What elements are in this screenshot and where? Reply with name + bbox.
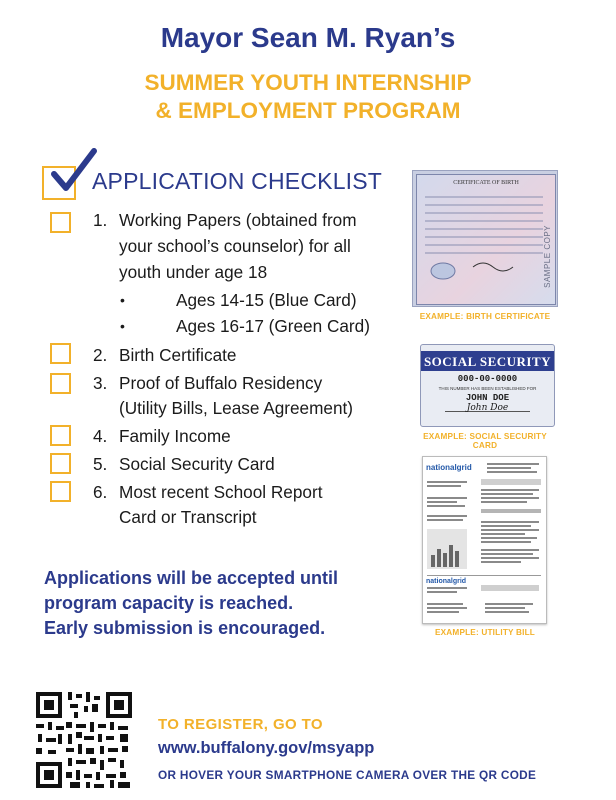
qr-code[interactable]: [34, 690, 134, 790]
ssc-signature: John Doe: [466, 403, 509, 413]
item-line: youth under age 18: [119, 262, 268, 282]
register-heading: TO REGISTER, GO TO: [158, 716, 324, 733]
item-line: your school’s counselor) for all: [119, 236, 351, 256]
register-qr-instruction: OR HOVER YOUR SMARTPHONE CAMERA OVER THE QR CODE: [158, 768, 537, 782]
bullet-icon: •: [120, 318, 125, 334]
item-number: 4.: [93, 426, 108, 446]
item-line: Card or Transcript: [119, 507, 257, 527]
ssc-number: 000-00-0000: [457, 374, 518, 384]
program-title-line1: SUMMER YOUTH INTERNSHIP: [144, 70, 472, 95]
caption-birth-certificate: EXAMPLE: BIRTH CERTIFICATE: [419, 312, 551, 321]
certificate-fields: [423, 193, 549, 281]
utility-brand-footer: nationalgrid: [426, 578, 467, 585]
item-line: Family Income: [119, 426, 231, 446]
register-link[interactable]: www.buffalony.gov/msyapp: [158, 739, 375, 757]
note-line: Early submission is encouraged.: [44, 618, 326, 638]
birth-certificate-title: CERTIFICATE OF BIRTH: [453, 180, 519, 186]
utility-bill-image: [422, 456, 547, 624]
item-line: Social Security Card: [119, 454, 275, 474]
checklist-title: APPLICATION CHECKLIST: [92, 168, 383, 194]
utility-brand: nationalgrid: [426, 463, 472, 472]
note-line: program capacity is reached.: [44, 593, 294, 613]
social-security-card-image: [420, 344, 555, 427]
subitem-ages-14-15: Ages 14-15 (Blue Card): [176, 290, 357, 310]
mayor-heading: Mayor Sean M. Ryan’s: [160, 22, 456, 53]
ssc-established: THIS NUMBER HAS BEEN ESTABLISHED FOR: [438, 386, 537, 391]
ssc-name: JOHN DOE: [465, 393, 510, 403]
ssc-banner: SOCIAL SECURITY: [423, 354, 552, 369]
sample-copy-stamp: SAMPLE COPY: [543, 225, 552, 288]
item-number: 1.: [93, 210, 108, 230]
note-line: Applications will be accepted until: [44, 568, 339, 588]
utility-bill-details: [423, 457, 546, 623]
item-line: Birth Certificate: [119, 345, 237, 365]
checkbox-proof-of-residency[interactable]: [50, 373, 71, 394]
checkbox-school-report[interactable]: [50, 481, 71, 502]
caption-social-security-card: EXAMPLE: SOCIAL SECURITY CARD: [423, 432, 547, 450]
item-line: (Utility Bills, Lease Agreement): [119, 398, 354, 418]
item-line: Most recent School Report: [119, 482, 323, 502]
checkmark-icon: [48, 148, 98, 196]
item-line: Working Papers (obtained from: [119, 210, 357, 230]
checkbox-social-security[interactable]: [50, 453, 71, 474]
item-number: 5.: [93, 454, 108, 474]
item-line: Proof of Buffalo Residency: [119, 373, 323, 393]
item-number: 2.: [93, 345, 108, 365]
item-number: 6.: [93, 482, 108, 502]
program-title-line2: & EMPLOYMENT PROGRAM: [155, 98, 461, 123]
caption-utility-bill: EXAMPLE: UTILITY BILL: [434, 628, 536, 637]
checkbox-birth-certificate[interactable]: [50, 343, 71, 364]
item-number: 3.: [93, 373, 108, 393]
deadline-note: [44, 566, 338, 641]
checkbox-family-income[interactable]: [50, 425, 71, 446]
checkbox-working-papers[interactable]: [50, 212, 71, 233]
bullet-icon: •: [120, 292, 125, 308]
birth-certificate-image: [412, 170, 558, 307]
subitem-ages-16-17: Ages 16-17 (Green Card): [176, 316, 370, 336]
